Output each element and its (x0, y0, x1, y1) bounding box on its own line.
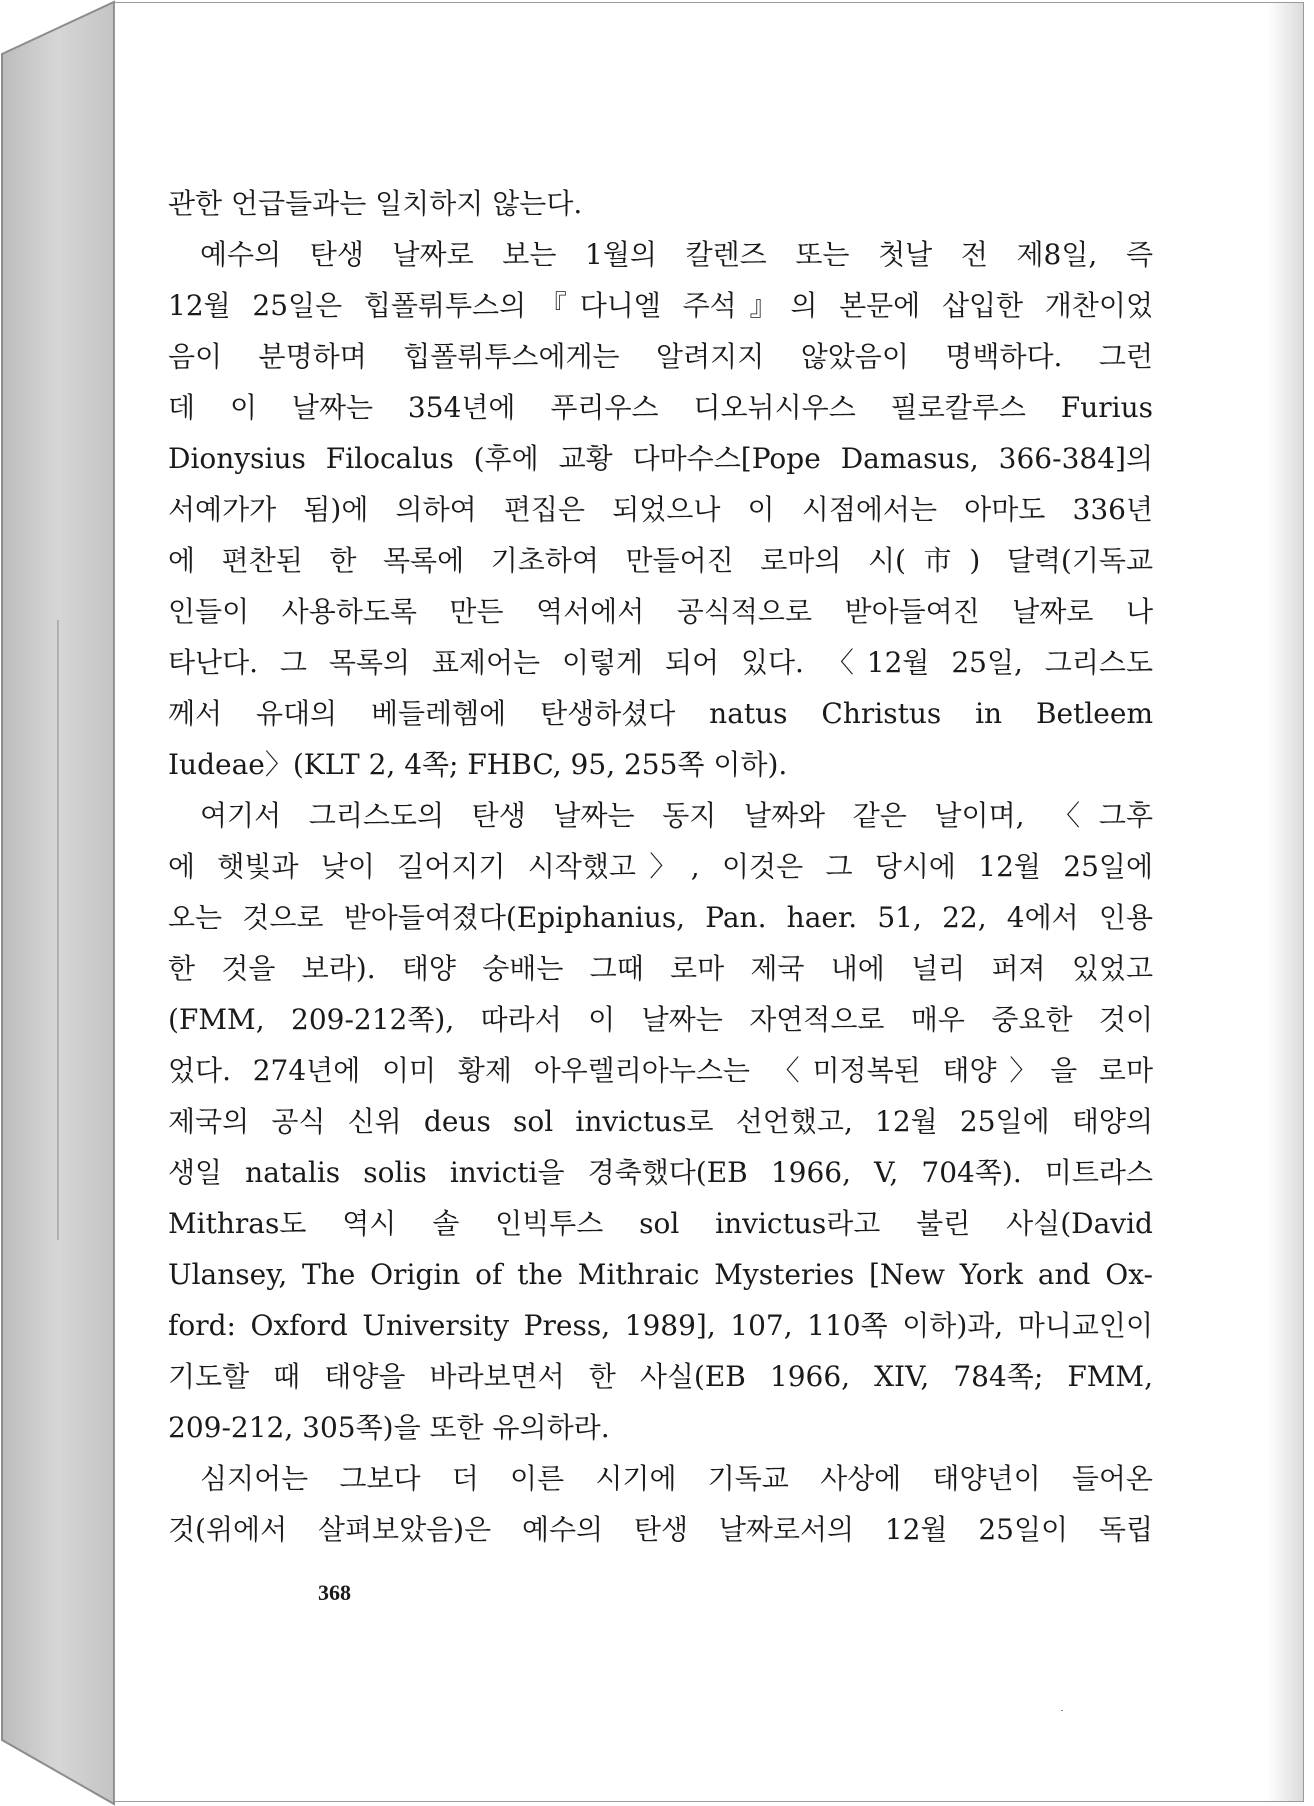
text-line: 기도할 때 태양을 바라보면서 한 사실(EB 1966, XIV, 784쪽; FMM, (168, 1360, 1153, 1393)
text-line: Ulansey, The Origin of the Mithraic Mysteries [New York and Ox- (168, 1258, 1153, 1291)
text-line: 여기서 그리스도의 탄생 날짜는 동지 날짜와 같은 날이며, 〈그후 (200, 799, 1153, 832)
text-line: 데 이 날짜는 354년에 푸리우스 디오뉘시우스 필로칼루스 Furius (168, 391, 1153, 424)
page-edge-shadow (1267, 3, 1303, 1801)
text-line: Iudeae〉(KLT 2, 4쪽; FHBC, 95, 255쪽 이하). (168, 748, 788, 781)
text-line: 제국의 공식 신위 deus sol invictus로 선언했고, 12월 25일에 태양의 (168, 1105, 1153, 1138)
text-line: 서예가가 됨)에 의하여 편집은 되었으나 이 시점에서는 아마도 336년 (168, 493, 1153, 526)
text-line: 인들이 사용하도록 만든 역서에서 공식적으로 받아들여진 날짜로 나 (168, 595, 1153, 628)
text-line: (FMM, 209-212쪽), 따라서 이 날짜는 자연적으로 매우 중요한 것이 (168, 1003, 1153, 1036)
text-line: 에 편찬된 한 목록에 기초하여 만들어진 로마의 시(市) 달력(기독교 (168, 544, 1153, 577)
text-line: 타난다. 그 목록의 표제어는 이렇게 되어 있다. 〈12월 25일, 그리스도 (168, 646, 1153, 679)
page-number: 368 (318, 1580, 351, 1605)
text-line: 에 햇빛과 낮이 길어지기 시작했고〉, 이것은 그 당시에 12월 25일에 (168, 850, 1153, 883)
text-line: 었다. 274년에 이미 황제 아우렐리아누스는 〈미정복된 태양〉을 로마 (168, 1054, 1153, 1087)
text-line: 오는 것으로 받아들여졌다(Epiphanius, Pan. haer. 51, 22, 4에서 인용 (168, 901, 1153, 934)
text-line: 한 것을 보라). 태양 숭배는 그때 로마 제국 내에 널리 퍼져 있었고 (168, 952, 1153, 985)
text-line: 12월 25일은 힙폴뤼투스의『다니엘 주석』의 본문에 삽입한 개찬이었 (168, 289, 1153, 322)
text-line: 관한 언급들과는 일치하지 않는다. (168, 187, 583, 220)
text-line: 예수의 탄생 날짜로 보는 1월의 칼렌즈 또는 첫날 전 제8일, 즉 (200, 238, 1153, 271)
text-line: 께서 유대의 베들레헴에 탄생하셨다 natus Christus in Betleem (168, 697, 1153, 730)
scan-speck (1061, 1710, 1063, 1711)
text-line: ford: Oxford University Press, 1989], 107, 110쪽 이하)과, 마니교인이 (168, 1309, 1153, 1342)
text-line: Dionysius Filocalus (후에 교황 다마수스[Pope Damasus, 366-384]의 (168, 442, 1153, 475)
text-line: 것(위에서 살펴보았음)은 예수의 탄생 날짜로서의 12월 25일이 독립 (168, 1513, 1153, 1546)
body-text (168, 178, 1153, 1555)
text-line: 생일 natalis solis invicti을 경축했다(EB 1966, V, 704쪽). 미트라스 (168, 1156, 1153, 1189)
text-line: 심지어는 그보다 더 이른 시기에 기독교 사상에 태양년이 들어온 (200, 1462, 1153, 1495)
text-line: Mithras도 역시 솔 인빅투스 sol invictus라고 불린 사실(David (168, 1207, 1153, 1240)
text-line: 음이 분명하며 힙폴뤼투스에게는 알려지지 않았음이 명백하다. 그런 (168, 340, 1153, 373)
text-line: 209-212, 305쪽)을 또한 유의하라. (168, 1411, 610, 1444)
